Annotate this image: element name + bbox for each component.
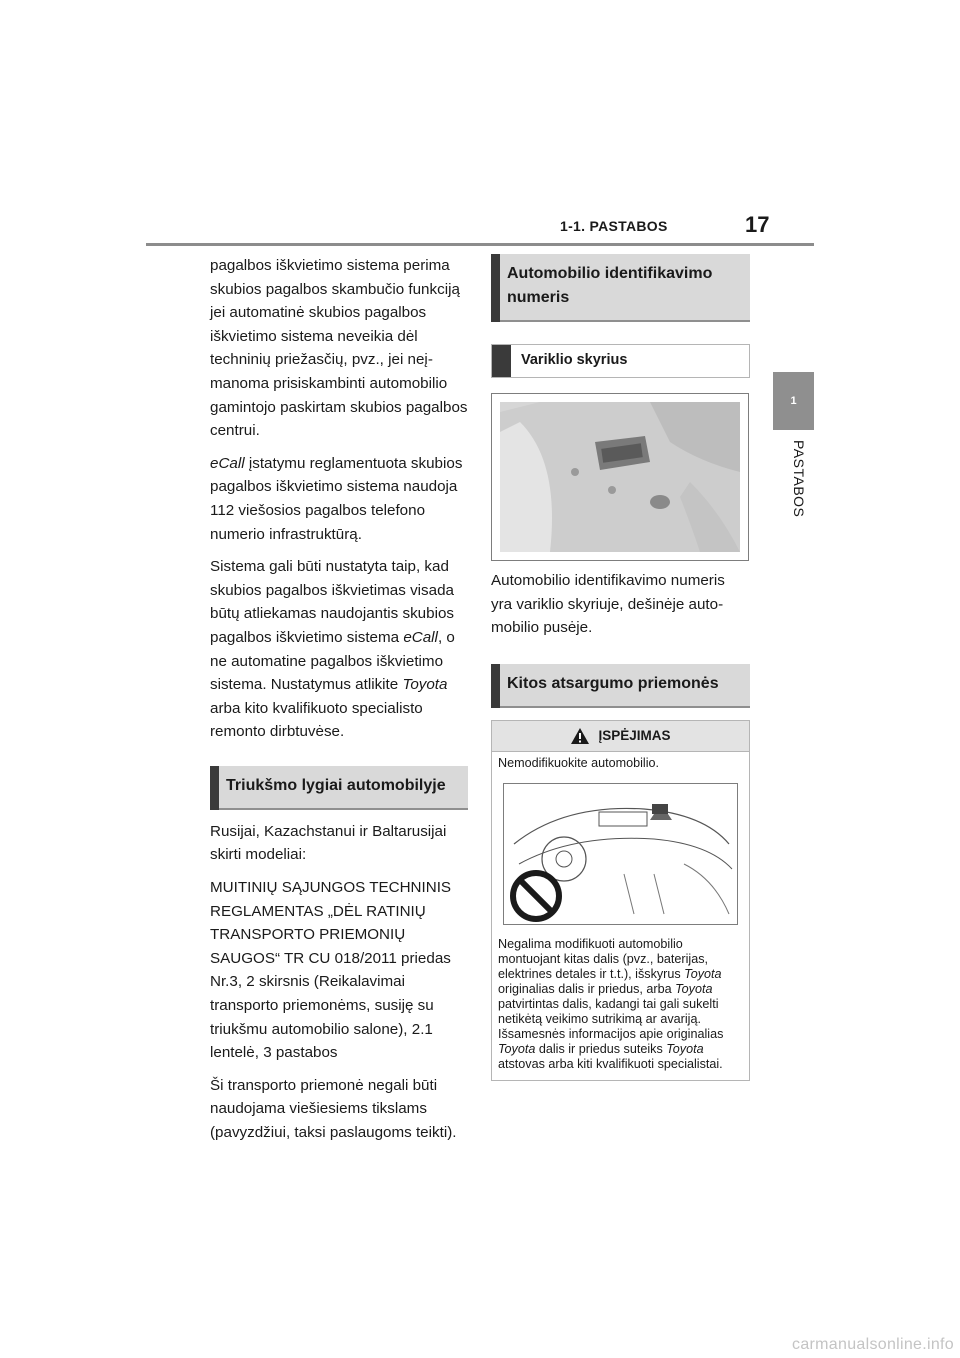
warning-title-bar [492, 721, 749, 752]
noise-levels-heading: Triukšmo lygiai automobilyje [210, 766, 468, 810]
warning-lead: Nemodifikuokite automobilio. [498, 755, 660, 770]
paragraph-ecall-fallback: pagalbos iškvietimo sistema perima skubios pagalbos skambučio funkciją jei automatinė skubios pagalbos iškvietimo sistema neveikia dėl techninių priežasčių, pvz., jei neįmanoma prisiskambinti automobilio gamintojo paskirtam skubios pagalbos centrui. [210, 257, 468, 440]
chapter-tab [773, 372, 814, 430]
paragraph-public-use: Ši transporto priemonė negali būti naudojama viešiesiems tikslams (pavyzdžiui, taksi paslaugoms teikti). [210, 1076, 457, 1141]
header-section-title: 1-1. PASTABOS [560, 218, 668, 234]
chapter-tab-number: 1 [790, 395, 797, 407]
page-number: 17 [745, 212, 770, 237]
right-column [491, 254, 750, 1081]
engine-compartment-photo [491, 393, 749, 561]
other-precautions-heading: Kitos atsargumo priemonės [491, 664, 750, 708]
left-column [210, 254, 468, 1154]
warning-box [491, 720, 750, 1081]
paragraph-ecall-settings: Sistema gali būti nustatyta taip, kad skubios pagalbos iškvietimas visada būtų atliekamas naudojantis skubios pagalbos iškvietimo sistema eCall, o ne automatine pagalbos iškvietimo sistema. Nustatymus atlikite Toyota arba kito kvalifikuoto specialisto remonto dirbtuvėse. [210, 558, 455, 741]
warning-triangle-icon [570, 727, 590, 745]
paragraph-regulation: MUITINIŲ SĄJUNGOS TECHNINIS REGLAMENTAS „DĖL RATINIŲ TRANSPORTO PRIEMONIŲ SAUGOS“ TR CU 018/2011 priedas Nr.3, 2 skirsnis (Reikalavimai transporto priemonėms, susiję su triukšmu automobilio salone), 2.1 lentelė, 3 pastabos [210, 879, 452, 1062]
warning-body: Negalima modifikuoti automobilio montuojant kitas dalis (pvz., baterijas, elektrines detales ir t.t.), išskyrus Toyota originalias dalis ir priedus, arba Toyota patvirtintas dalis, kadangi tai gali sukelti netikėtą veikimo sutrikimą ar avariją. Išsamesnės informacijos apie originalias Toyota dalis ir priedus suteiks Toyota atstovas arba kiti kvalifikuoti specialistai. [498, 936, 724, 1071]
vin-heading: Automobilio identifikavimo numeris [491, 254, 750, 322]
paragraph-vin-location: Automobilio identifikavimo numeris yra variklio skyriuje, dešinėje automobilio pusėje. [491, 572, 725, 637]
vin-location-illustration [500, 402, 740, 552]
warning-title: ĮSPĖJIMAS [598, 728, 671, 744]
paragraph-ecall-law: eCall įstatymu reglamentuota skubios pagalbos iškvietimo sistema naudoja 112 viešosios pagalbos telefono numerio infrastruktūrą. [210, 454, 463, 543]
chapter-tab-label: PASTABOS [791, 440, 807, 518]
no-modification-illustration [504, 784, 737, 924]
engine-compartment-subheading: Variklio skyrius [491, 344, 750, 378]
header-rule [146, 243, 814, 246]
ecall-term: eCall [210, 454, 245, 472]
warning-illustration [503, 783, 738, 925]
watermark: carmanualsonline.info [792, 1336, 954, 1353]
paragraph-region-models: Rusijai, Kazachstanui ir Baltarusijai skirti modeliai: [210, 822, 447, 864]
